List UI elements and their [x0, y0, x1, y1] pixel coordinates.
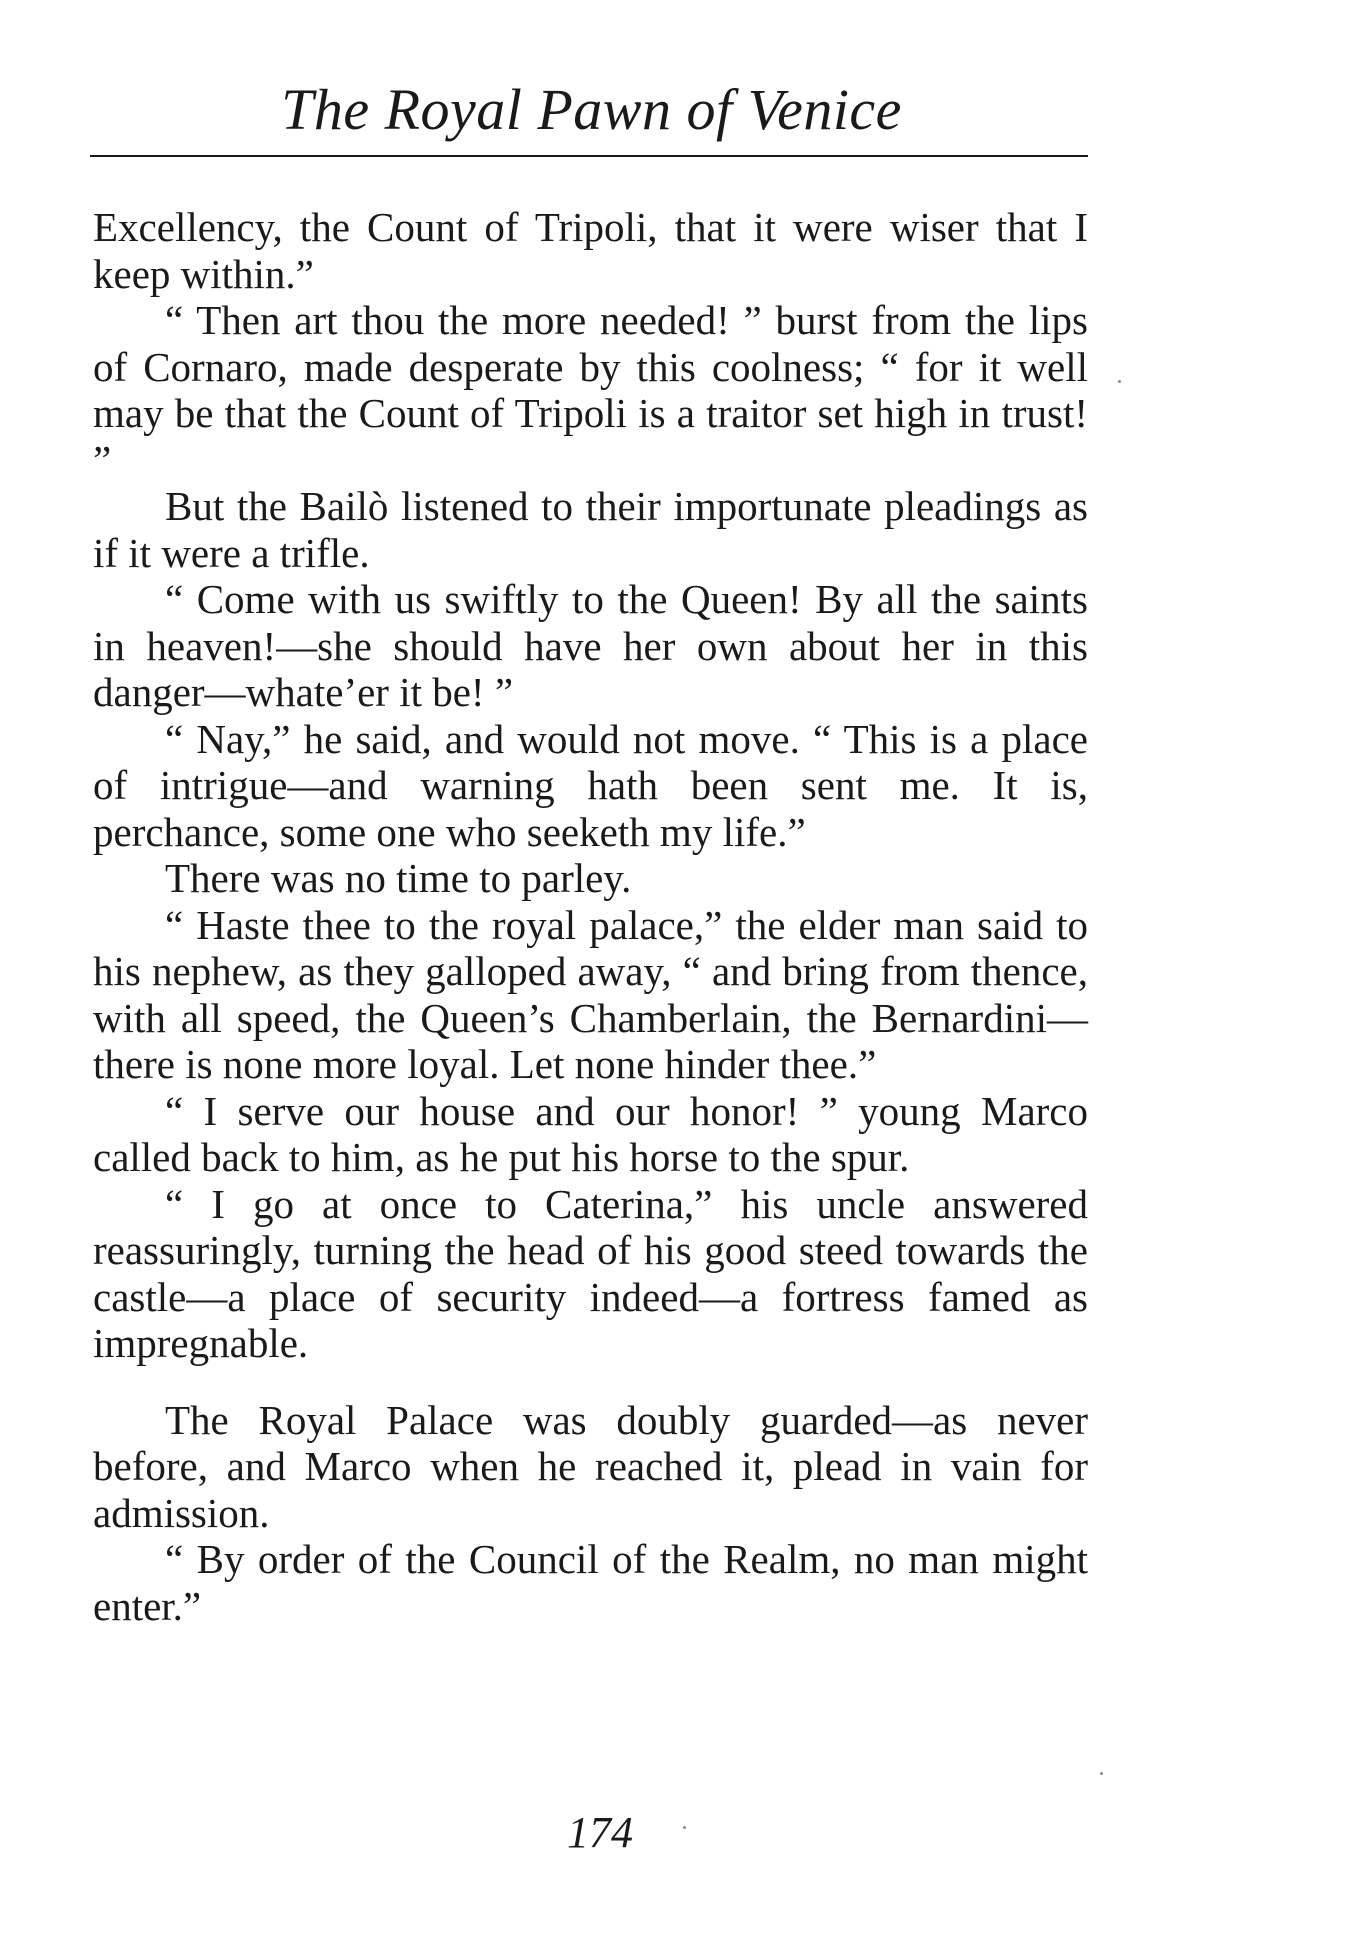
paragraph: “ Then art thou the more needed! ” burst from the lips of Cornaro, made desperate by this coolness; “ for it well may be that the Count of Tripoli is a traitor set high in trust! ” [93, 297, 1088, 483]
section-break-paragraph: The Royal Palace was doubly guarded—as never before, and Marco when he reached it, plead in vain for admission. [93, 1396, 1088, 1536]
paragraph: “ Come with us swiftly to the Queen! By all the saints in heaven!—she should have her own about her in this danger—whate’er it be! ” [93, 576, 1088, 715]
paragraph: “ Nay,” he said, and would not move. “ This is a place of intrigue—and warning hath been sent me. It is, perchance, some one who seeketh my life.” [93, 715, 1088, 855]
print-speck [1100, 1772, 1103, 1775]
page-number: 174 [567, 1808, 633, 1857]
header-rule [90, 155, 1088, 157]
paragraph: “ By order of the Council of the Realm, no man might enter.” [93, 1536, 1088, 1629]
running-head-title: The Royal Pawn of Venice [281, 77, 902, 142]
print-speck [683, 1826, 686, 1829]
paragraph: “ I serve our house and our honor! ” young Marco called back to him, as he put his horse to the spur. [93, 1087, 1088, 1180]
print-speck [1118, 380, 1121, 383]
body-text [93, 204, 1088, 1629]
paragraph: There was no time to parley. [165, 855, 632, 901]
paragraph: “ I go at once to Caterina,” his uncle answered reassuringly, turning the head of his good steed towards the castle—a place of security indeed—a fortress famed as impregnable. [93, 1180, 1088, 1366]
paragraph: But the Bailò listened to their importunate pleadings as if it were a trifle. [93, 483, 1088, 576]
paragraph: Excellency, the Count of Tripoli, that it were wiser that I keep within.” [93, 204, 1088, 297]
paragraph: “ Haste thee to the royal palace,” the elder man said to his nephew, as they galloped away, “ and bring from thence, with all speed, the Queen’s Chamberlain, the Bernardini—there is none more loyal. Let none hinder thee.” [93, 901, 1088, 1087]
